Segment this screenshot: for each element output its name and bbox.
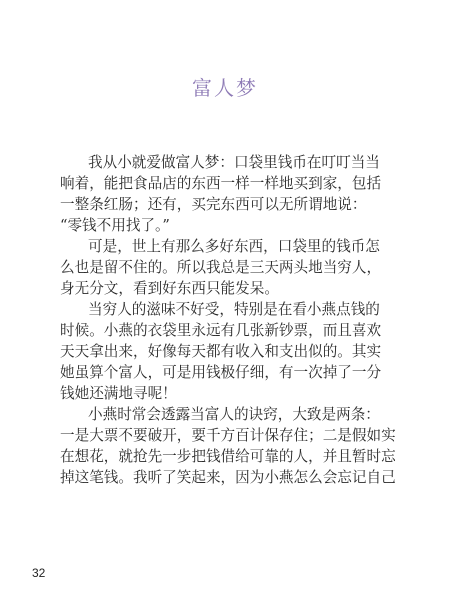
text-line: 一是大票不要破开，要千方百计保存住；二是假如实 [60,427,396,444]
text-line: 么也是留不住的。所以我总是三天两头地当穷人， [60,259,382,276]
page-title: 富人梦 [192,76,258,100]
text-line: 我从小就爱做富人梦：口袋里钱币在叮叮当当 [88,154,380,171]
text-line: 身无分文，看到好东西只能发呆。 [60,280,279,297]
text-line: 在想花，就抢先一步把钱借给可靠的人，并且暂时忘 [60,448,396,465]
text-line: 一整条红肠；还有，买完东西可以无所谓地说： [60,196,367,213]
text-line: 小燕时常会透露当富人的诀窍，大致是两条： [88,406,380,423]
text-line: 可是，世上有那么多好东西，口袋里的钱币怎 [88,238,380,255]
text-line: 响着，能把食品店的东西一样一样地买到家，包括 [60,175,382,192]
text-line: 钱她还满地寻呢！ [60,385,177,402]
page-number: 32 [32,566,46,580]
text-line: 掉这笔钱。我听了笑起来，因为小燕怎么会忘记自己 [60,469,396,486]
text-line: 当穷人的滋味不好受，特别是在看小燕点钱的 [88,301,380,318]
body-text [60,152,400,488]
text-line: “零钱不用找了。” [60,217,170,234]
text-line: 时候。小燕的衣袋里永远有几张新钞票，而且喜欢 [60,322,382,339]
text-line: 天天拿出来，好像每天都有收入和支出似的。其实 [60,343,382,360]
text-line: 她虽算个富人，可是用钱极仔细，有一次掉了一分 [60,364,382,381]
